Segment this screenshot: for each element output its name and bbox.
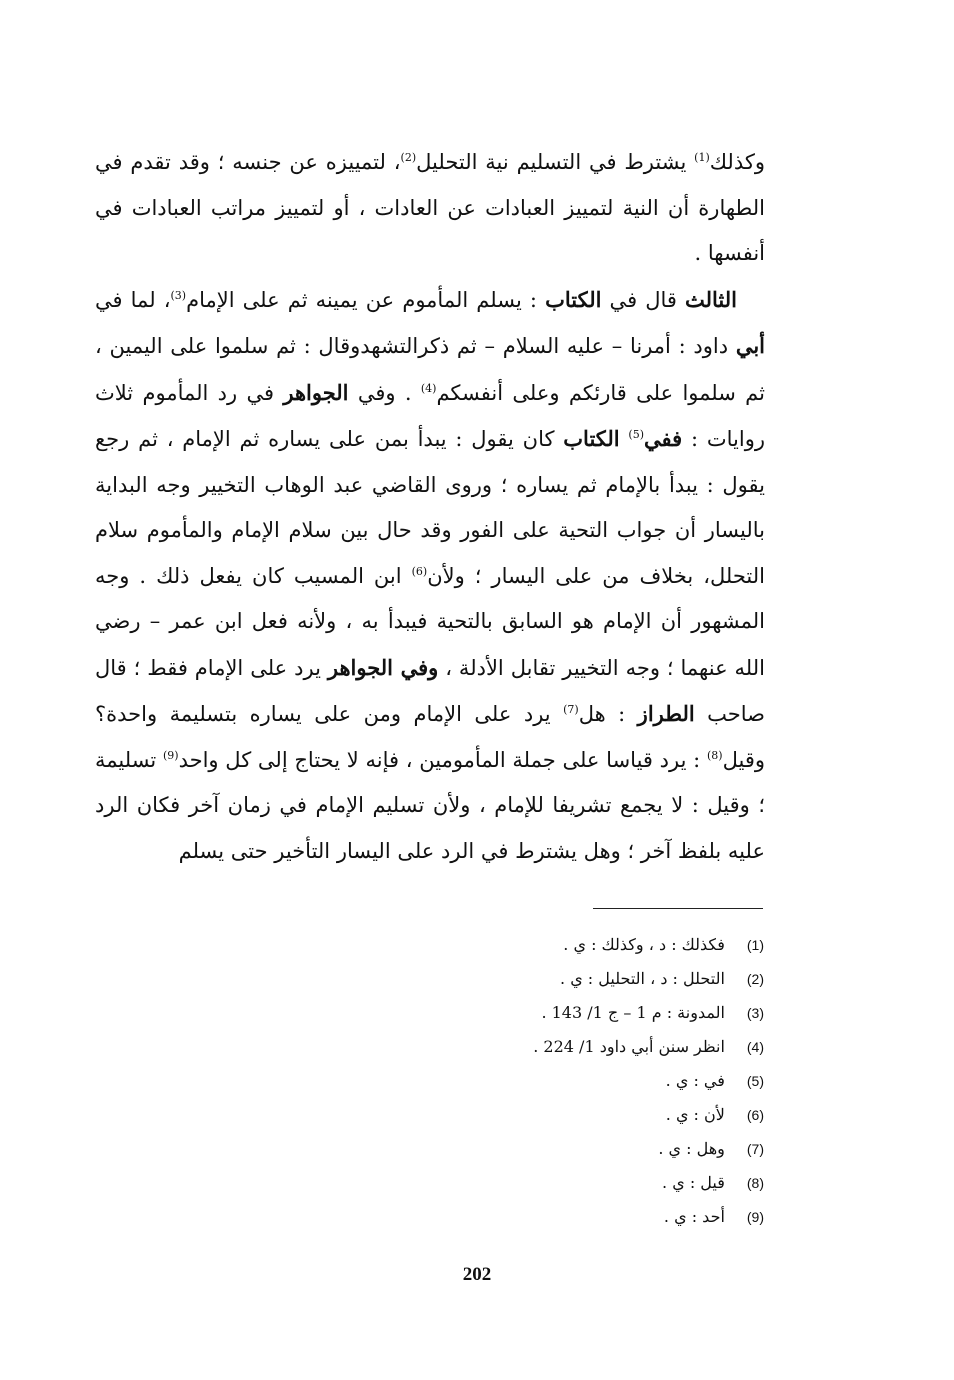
footnote-marker: (3)	[170, 288, 187, 302]
main-text	[95, 140, 765, 874]
footnote-number: (6)	[746, 1107, 764, 1123]
footnote-number: (5)	[746, 1073, 764, 1089]
text-run: داود : أمرنا – عليه السلام – ثم ذكرالتشهدوقال : ثم سلموا على اليمين ، ثم سلموا على قارئكم وعلى أنفسكم	[95, 334, 765, 405]
footnote-text: التحلل : د ، التحليل : ي .	[560, 969, 725, 988]
footnote	[420, 1030, 764, 1064]
footnote-number: (2)	[746, 971, 764, 987]
text-run: يرد على الإمام فقط ؛ قال صاحب	[95, 655, 765, 726]
bold-term: أبي	[735, 333, 765, 358]
footnote-number: (1)	[746, 937, 764, 953]
footnote-marker: (6)	[411, 564, 428, 578]
bold-term: ففي	[644, 426, 683, 451]
text-run: ابن المسيب كان يفعل ذلك . وجه المشهور أن الإمام هو السابق بالتحية فيبدأ به ، ولأنه فعل ابن عمر – رضي الله عنهما ؛ وجه التخيير تقابل الأدلة ،	[95, 563, 765, 680]
footnote	[420, 1132, 764, 1166]
paragraph-1	[95, 140, 765, 277]
footnote-text: لأن : ي .	[665, 1105, 725, 1124]
footnote-number: (4)	[746, 1039, 764, 1055]
footnote-marker: (8)	[706, 748, 723, 762]
footnote-separator	[593, 908, 763, 909]
text-run: تسليمة ؛ وقيل : لا يجمع تشريفا للإمام ، ولأن تسليم الإمام في زمان آخر فكان الرد عليه بلفظ آخر ؛ وهل يشترط في الرد على اليسار التأخير حتى يسلم	[95, 747, 765, 863]
footnote-number: (3)	[746, 1005, 764, 1021]
text-run: : يرد قياسا على جملة المأمومين ، فإنه لا يحتاج إلى كل واحد	[178, 747, 707, 772]
footnote	[420, 1064, 764, 1098]
footnote-text: المدونة : م 1 – ج 1/ 143 .	[541, 1003, 725, 1022]
footnote	[420, 1098, 764, 1132]
text-run: ، لما في	[95, 287, 171, 312]
footnote-marker: (4)	[420, 381, 437, 395]
text-run: قال في	[601, 287, 686, 312]
text-run: ، لتمييزه عن جنسه ؛ وقد تقدم في الطهارة أن النية لتمييز العبادات عن العادات ، أو لتمييز مراتب العبادات في أنفسها .	[95, 150, 765, 265]
footnote-text: قيل : ي .	[662, 1173, 725, 1192]
footnote-text: انظر سنن أبي داود 1/ 224 .	[533, 1037, 725, 1056]
footnote	[420, 1166, 764, 1200]
footnote-number: (7)	[746, 1141, 764, 1157]
bold-term: وفي الجواهر	[327, 654, 439, 680]
text-run: في رد المأموم ثلاث روايات :	[95, 380, 765, 451]
footnote-marker: (1)	[694, 151, 710, 164]
bold-term: الكتاب	[563, 426, 620, 451]
footnote	[420, 928, 764, 962]
footnote-number: (9)	[746, 1209, 764, 1225]
footnote-marker: (2)	[400, 151, 417, 164]
text-run: . وفي	[348, 380, 421, 405]
text-run: يرد على الإمام ومن على يساره بتسليمة واحدة؟ وقيل	[95, 702, 765, 772]
footnote-text: في : ي .	[665, 1071, 725, 1090]
text-run: : هل	[578, 702, 638, 726]
bold-term: الكتاب	[545, 286, 602, 312]
footnote-text: أحد : ي .	[663, 1207, 725, 1226]
text-run: وكذلك	[709, 150, 765, 174]
footnote	[420, 996, 764, 1030]
bold-term: الجواهر	[283, 379, 349, 405]
text-run: يشترط في التسليم نية التحليل	[416, 150, 695, 174]
footnote	[420, 962, 764, 996]
footnote-marker: (5)	[628, 428, 645, 441]
footnote	[420, 1200, 764, 1234]
bold-term: الثالث	[685, 286, 738, 312]
footnotes	[420, 928, 764, 1234]
footnote-marker: (7)	[563, 703, 579, 716]
text-run: كان يقول : يبدأ بمن على يساره ثم الإمام ، ثم رجع يقول : يبدأ بالإمام ثم يساره ؛ وروى القاضي عبد الوهاب التخيير وجه البداية باليسار أن جواب التحية على الفور وقد حال بين سلام الإمام والمأموم سلام التحلل، بخلاف من على اليسار ؛ ولأن	[95, 427, 765, 588]
footnote-marker: (9)	[163, 748, 179, 762]
bold-term: الطراز	[637, 701, 695, 726]
page-number: 202	[462, 1264, 492, 1285]
footnote-text: وهل : ي .	[658, 1139, 725, 1158]
paragraph-2	[95, 277, 765, 875]
footnote-text: فكذلك : د ، وكذلك : ي .	[563, 935, 725, 954]
text-run: : يسلم المأموم عن يمينه ثم على الإمام	[186, 287, 546, 312]
footnote-number: (8)	[746, 1175, 764, 1191]
